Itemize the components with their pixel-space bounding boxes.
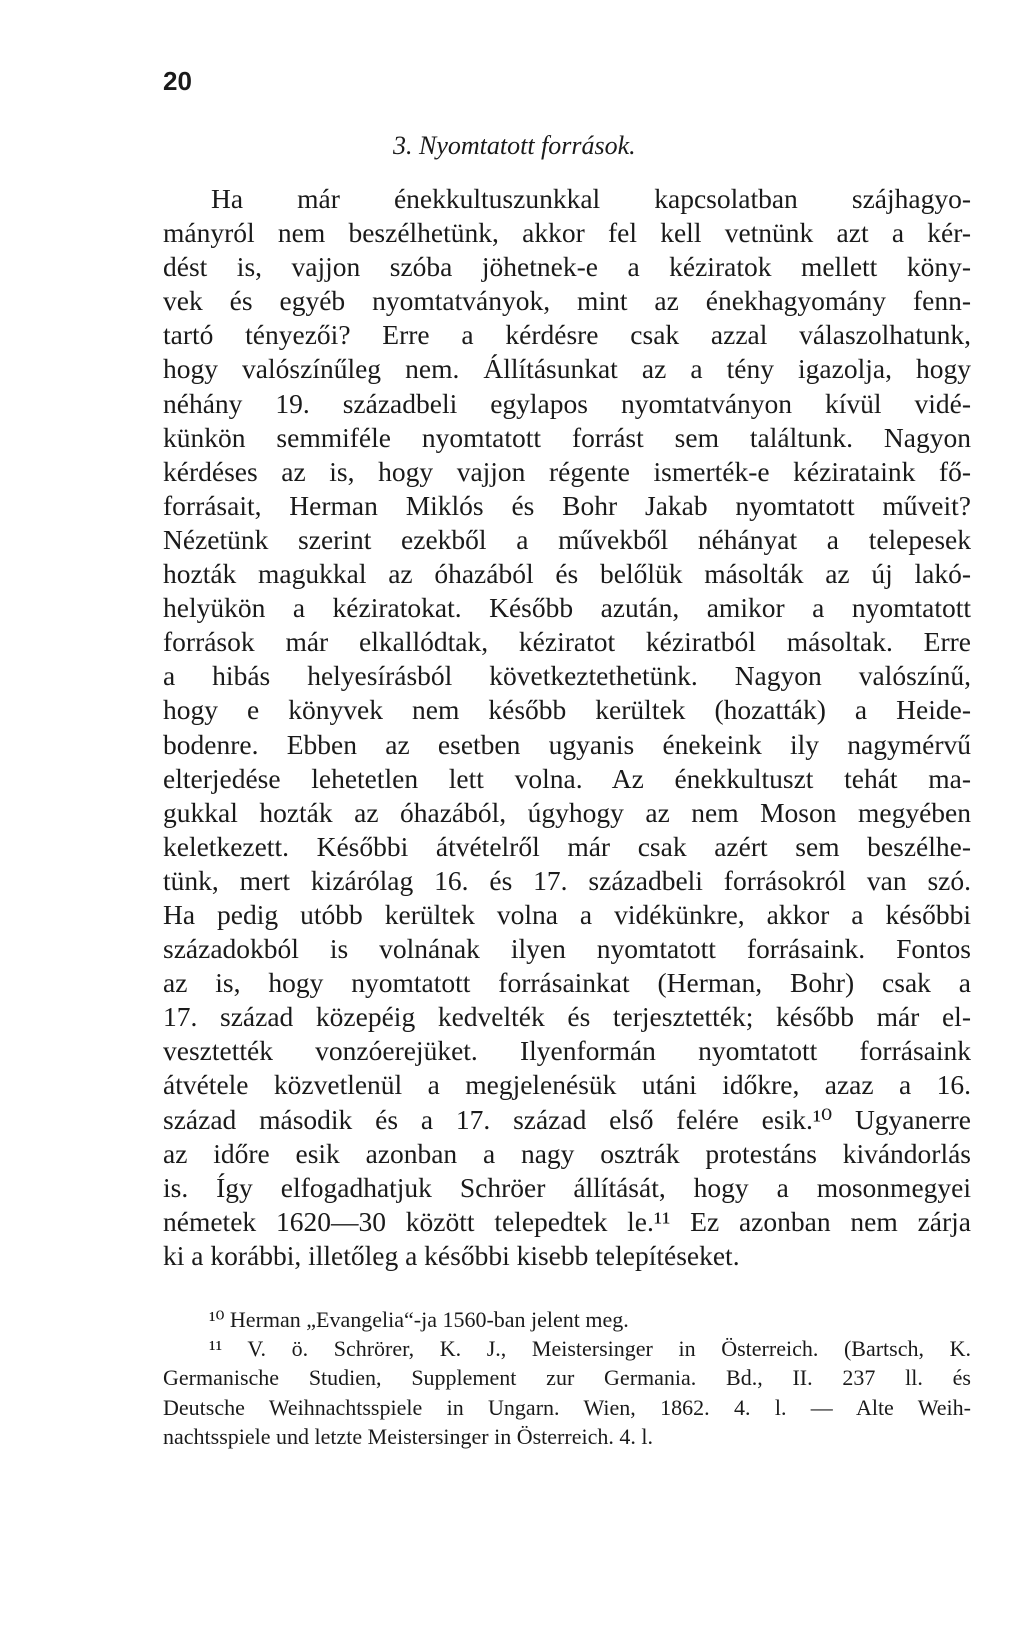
body-line: Ha már énekkultuszunkkal kapcsolatban szájhagyo-: [211, 183, 971, 214]
body-line: századokból is volnának ilyen nyomtatott forrásaink. Fontos: [163, 933, 971, 965]
footnote-line: nachtsspiele und letzte Meistersinger in Österreich. 4. l.: [163, 1423, 653, 1449]
body-line: tartó tényezői? Erre a kérdésre csak azzal válaszolhatunk,: [163, 319, 971, 351]
body-line: dést is, vajjon szóba jöhetnek-e a kéziratok mellett köny-: [163, 251, 971, 283]
body-line: ki a korábbi, illetőleg a későbbi kisebb telepítéseket.: [163, 1239, 740, 1271]
body-line: hozták magukkal az óhazából és belőlük másolták az új lakó-: [163, 558, 971, 590]
body-line: elterjedése lehetetlen lett volna. Az énekkultuszt tehát ma-: [163, 762, 971, 794]
body-line: gukkal hozták az óhazából, úgyhogy az nem Moson megyében: [163, 796, 971, 828]
footnotes: [163, 1305, 971, 1451]
body-line: keletkezett. Későbbi átvételről már csak azért sem beszélhe-: [163, 830, 971, 862]
body-line: németek 1620—30 között telepedtek le.¹¹ Ez azonban nem zárja: [163, 1205, 971, 1237]
footnote-11: ¹¹ V. ö. Schrörer, K. J., Meistersinger in Österreich. (Bartsch, K.: [209, 1336, 971, 1362]
body-line: Nézetünk szerint ezekből a művekből néhányat a telepesek: [163, 523, 971, 555]
body-line: mányról nem beszélhetünk, akkor fel kell vetnünk azt a kér-: [163, 217, 971, 249]
section-heading: 3. Nyomtatott források.: [393, 131, 636, 160]
body-line: künkön semmiféle nyomtatott forrást sem találtunk. Nagyon: [163, 421, 971, 453]
footnote-line: Deutsche Weihnachtsspiele in Ungarn. Wien, 1862. 4. l. — Alte Weih-: [163, 1394, 971, 1420]
body-line: forrásait, Herman Miklós és Bohr Jakab nyomtatott műveit?: [163, 489, 971, 521]
footnote-10: ¹⁰ Herman „Evangelia“-ja 1560-ban jelent meg.: [209, 1307, 629, 1332]
body-line: kérdéses az is, hogy vajjon régente ismerték-e kézirataink fő-: [163, 455, 971, 487]
body-line: a hibás helyesírásból következtethetünk. Nagyon valószínű,: [163, 660, 971, 692]
body-line: vek és egyéb nyomtatványok, mint az énekhagyomány fenn-: [163, 285, 971, 317]
body-line: Ha pedig utóbb kerültek volna a vidékünkre, akkor a későbbi: [163, 898, 971, 930]
body-line: néhány 19. századbeli egylapos nyomtatványon kívül vidé-: [163, 387, 971, 419]
body-paragraph: [163, 182, 971, 1273]
body-line: tünk, mert kizárólag 16. és 17. századbeli forrásokról van szó.: [163, 864, 971, 896]
body-line: az is, hogy nyomtatott forrásainkat (Herman, Bohr) csak a: [163, 967, 971, 999]
body-line: források már elkallódtak, kéziratot kéziratból másoltak. Erre: [163, 626, 971, 658]
page-number: 20: [163, 66, 192, 96]
body-line: 17. század közepéig kedvelték és terjesztették; később már el-: [163, 1001, 971, 1033]
body-line: is. Így elfogadhatjuk Schröer állítását, hogy a mosonmegyei: [163, 1171, 971, 1203]
body-line: hogy valószínűleg nem. Állításunkat az a tény igazolja, hogy: [163, 353, 971, 385]
body-line: átvétele közvetlenül a megjelenésük utáni időkre, azaz a 16.: [163, 1069, 971, 1101]
footnote-line: Germanische Studien, Supplement zur Germania. Bd., II. 237 ll. és: [163, 1365, 971, 1391]
body-line: hogy e könyvek nem később kerültek (hozatták) a Heide-: [163, 694, 971, 726]
body-line: vesztették vonzóerejüket. Ilyenformán nyomtatott forrásaink: [163, 1035, 971, 1067]
body-line: bodenre. Ebben az esetben ugyanis énekeink ily nagymérvű: [163, 728, 971, 760]
body-line: század második és a 17. század első felére esik.¹⁰ Ugyanerre: [163, 1103, 971, 1135]
body-line: az időre esik azonban a nagy osztrák protestáns kivándorlás: [163, 1137, 971, 1169]
body-line: helyükön a kéziratokat. Később azután, amikor a nyomtatott: [163, 592, 971, 624]
